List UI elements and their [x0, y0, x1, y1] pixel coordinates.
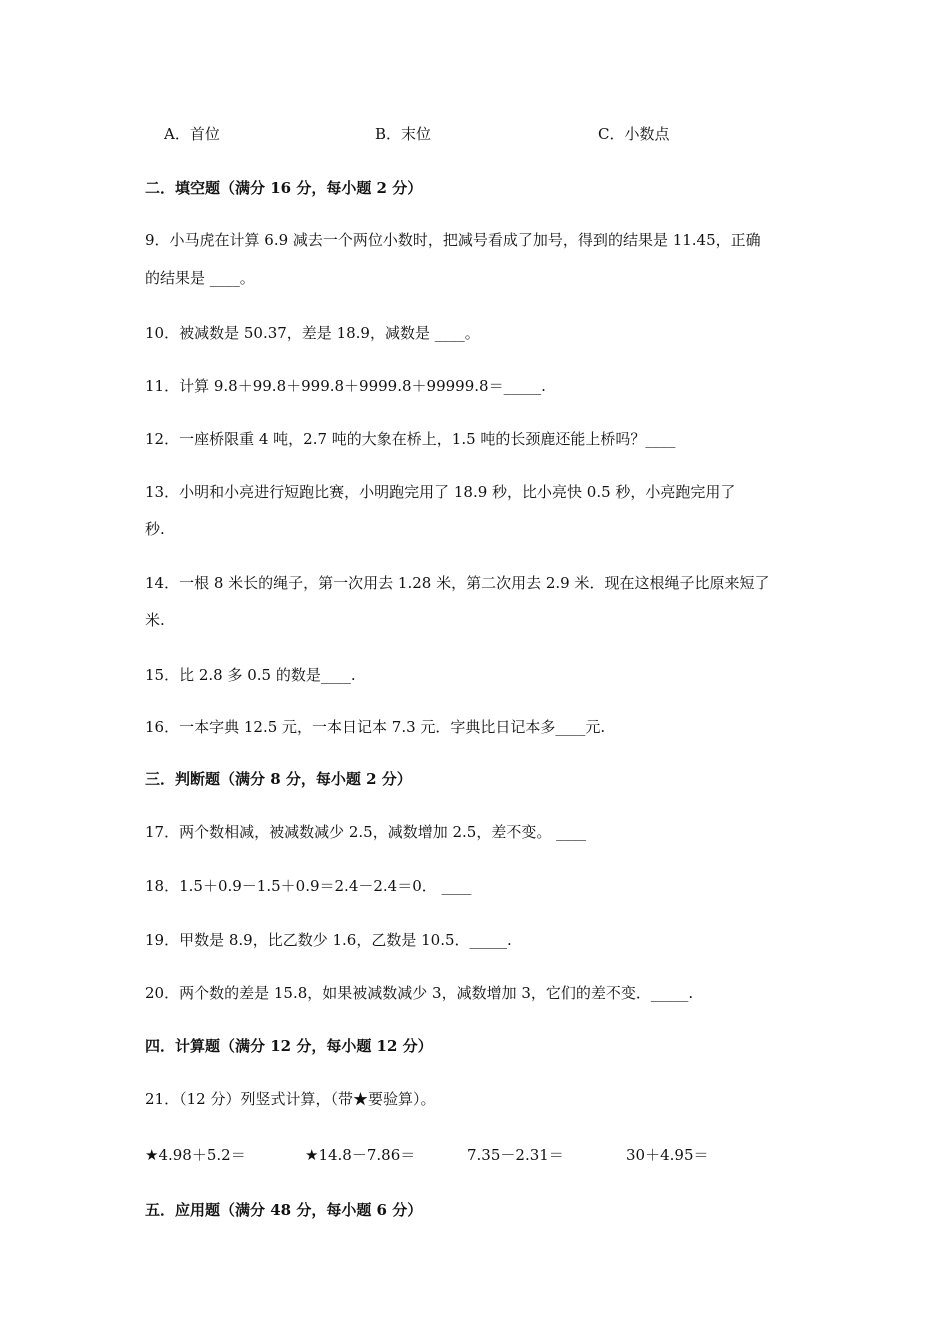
question-18: 18．1.5＋0.9－1.5＋0.9＝2.4－2.4＝0． ____	[145, 877, 472, 895]
question-9-line-1: 9．小马虎在计算 6.9 减去一个两位小数时，把减号看成了加号，得到的结果是 11.45，正确	[145, 231, 761, 249]
calc-item-3: 7.35－2.31＝	[467, 1146, 564, 1164]
section-heading-word-problems: 五．应用题（满分 48 分，每小题 6 分）	[145, 1201, 423, 1219]
question-17: 17．两个数相减，被减数减少 2.5，减数增加 2.5，差不变。 ____	[145, 823, 587, 841]
section-heading-fill-blank: 二．填空题（满分 16 分，每小题 2 分）	[145, 179, 423, 197]
question-15: 15．比 2.8 多 0.5 的数是____.	[145, 666, 356, 684]
question-11: 11．计算 9.8＋99.8＋999.8＋9999.8＋99999.8＝_____.	[145, 377, 546, 395]
question-12: 12．一座桥限重 4 吨，2.7 吨的大象在桥上，1.5 吨的长颈鹿还能上桥吗？____	[145, 430, 676, 448]
calc-item-1: ★4.98＋5.2＝	[145, 1146, 246, 1164]
option-b: B．末位	[375, 125, 432, 143]
calc-item-2: ★14.8－7.86＝	[305, 1146, 416, 1164]
question-16: 16．一本字典 12.5 元，一本日记本 7.3 元．字典比日记本多____元.	[145, 718, 606, 736]
calc-item-4: 30＋4.95＝	[626, 1146, 709, 1164]
section-heading-true-false: 三．判断题（满分 8 分，每小题 2 分）	[145, 770, 412, 788]
question-19: 19．甲数是 8.9，比乙数少 1.6，乙数是 10.5．_____.	[145, 931, 512, 949]
question-20: 20．两个数的差是 15.8，如果被减数减少 3，减数增加 3，它们的差不变．_____.	[145, 984, 694, 1002]
option-c: C．小数点	[598, 125, 670, 143]
question-14-line-2: 米.	[145, 611, 165, 629]
question-14-line-1: 14．一根 8 米长的绳子，第一次用去 1.28 米，第二次用去 2.9 米．现在这根绳子比原来短了	[145, 574, 770, 592]
question-10: 10．被减数是 50.37，差是 18.9，减数是 ____。	[145, 324, 480, 342]
question-13-line-1: 13．小明和小亮进行短跑比赛，小明跑完用了 18.9 秒，比小亮快 0.5 秒，小亮跑完用了	[145, 483, 736, 501]
option-a: A．首位	[164, 125, 220, 143]
question-21: 21．（12 分）列竖式计算，（带★要验算）。	[145, 1090, 436, 1108]
question-9-line-2: 的结果是 ____。	[145, 269, 255, 287]
section-heading-calculation: 四．计算题（满分 12 分，每小题 12 分）	[145, 1037, 433, 1055]
question-13-line-2: 秒.	[145, 520, 165, 538]
